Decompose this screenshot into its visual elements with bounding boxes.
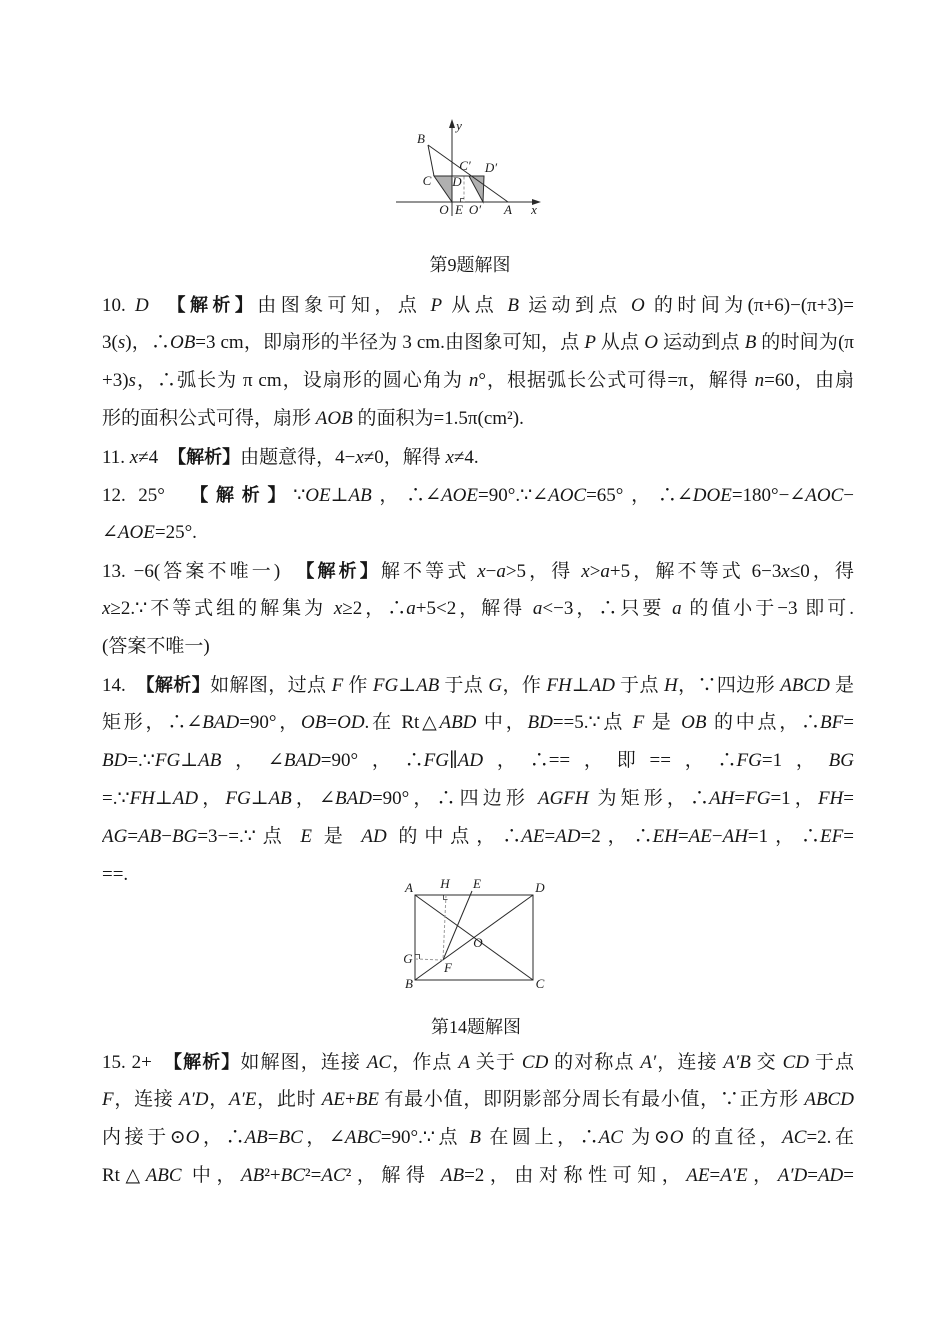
axis-label-y: y (456, 118, 462, 133)
text-line: BD=.∵FG⊥AB，∠BAD=90°，∴FG∥AD，∴==，即==，∴FG=1，BG (102, 750, 854, 771)
dashed-GF (415, 959, 443, 960)
text-line: Rt△ABC 中，AB²+BC²=AC²，解得 AB=2，由对称性可知，AE=A′E，A′D=AD= (102, 1165, 854, 1186)
figure-problem14-diagram (400, 875, 550, 1005)
point-label-G: G (403, 951, 413, 966)
text-line: 形的面积公式可得，扇形 AOB 的面积为=1.5π(cm²). (102, 408, 524, 429)
axis-label-x: x (531, 202, 537, 217)
point-label-E: E (473, 876, 481, 891)
solutions-10-to-14 (102, 286, 854, 894)
point-label-C: C (535, 976, 545, 991)
point-label-C: C (422, 173, 432, 188)
shaded-triangle-CDO (434, 176, 452, 202)
dashed-HF (443, 895, 446, 960)
text-line: 15. 2+ 【解析】如解图，连接 AC，作点 A 关于 CD 的对称点 A′，连接 A′B 交 CD 于点 (102, 1052, 854, 1073)
text-line: ==. (102, 864, 129, 885)
point-label-H: H (440, 876, 450, 891)
figure-problem9-diagram (388, 112, 548, 237)
solution-15 (102, 1043, 854, 1195)
text-line: 14. 【解析】如解图，过点 F 作 FG⊥AB 于点 G，作 FH⊥AD 于点 H，∵四边形 ABCD 是 (102, 675, 854, 696)
text-line: x≥2.∵不等式组的解集为 x≥2，∴a+5<2，解得 a<−3，∴只要 a 的值小于−3 即可. (102, 598, 854, 619)
point-label-A: A (405, 880, 413, 895)
point-label-D: D (452, 174, 462, 189)
y-axis-arrow-icon (449, 119, 455, 128)
point-label-O: O (473, 935, 483, 950)
point-label-D: D (535, 880, 545, 895)
text-line: 矩形，∴∠BAD=90°，OB=OD.在 Rt△ABD 中，BD==5.∵点 F 是 OB 的中点，∴BF= (102, 712, 854, 733)
text-line: 3(s)，∴OB=3 cm，即扇形的半径为 3 cm.由图象可知，点 P 从点 O 运动到点 B 的时间为(π (102, 332, 854, 353)
text-line: 11. x≠4 【解析】由题意得，4−x≠0，解得 x≠4. (102, 447, 479, 468)
text-line: (答案不唯一) (102, 636, 210, 657)
text-line: F，连接 A′D，A′E，此时 AE+BE 有最小值，即阴影部分周长有最小值，∵正方形 ABCD (102, 1089, 854, 1110)
point-label-O-prime: O′ (468, 202, 482, 217)
point-label-A: A (504, 202, 512, 217)
text-line: +3)s，∴弧长为 π cm，设扇形的圆心角为 n°，根据弧长公式可得=π，解得 n=60，由扇 (102, 370, 854, 391)
point-label-F: F (444, 960, 452, 975)
text-line: 内接于⊙O，∴AB=BC，∠ABC=90°.∵点 B 在圆上，∴AC 为⊙O 的直径，AC=2.在 (102, 1127, 854, 1148)
text-line: 13. −6(答案不唯一) 【解析】解不等式 x−a>5，得 x>a+5，解不等式 6−3x≤0，得 (102, 561, 854, 582)
point-label-B: B (405, 976, 413, 991)
text-line: 12. 25° 【解析】∵OE⊥AB，∴∠AOE=90°.∵∠AOC=65°，∴∠DOE=180°−∠AOC− (102, 485, 854, 506)
point-label-D-prime: D′ (484, 160, 498, 175)
text-line: ∠AOE=25°. (102, 522, 197, 543)
point-label-B: B (417, 131, 425, 146)
right-angle-mark-G (415, 955, 420, 960)
figure14-caption: 第14题解图 (431, 1017, 521, 1037)
text-line: 10. D 【解析】由图象可知，点 P 从点 B 运动到点 O 的时间为(π+6)−(π+3)= (102, 295, 854, 316)
segment-BC (428, 145, 434, 176)
point-label-O: O (439, 202, 449, 217)
figure9-caption: 第9题解图 (429, 255, 511, 275)
text-line: =.∵FH⊥AD，FG⊥AB，∠BAD=90°，∴四边形 AGFH 为矩形，∴AH=FG=1，FH= (102, 788, 854, 809)
text-line: AG=AB−BG=3−=.∵点 E 是 AD 的中点，∴AE=AD=2，∴EH=AE−AH=1，∴EF= (102, 826, 854, 847)
point-label-C-prime: C′ (459, 158, 471, 173)
point-label-E: E (455, 202, 463, 217)
